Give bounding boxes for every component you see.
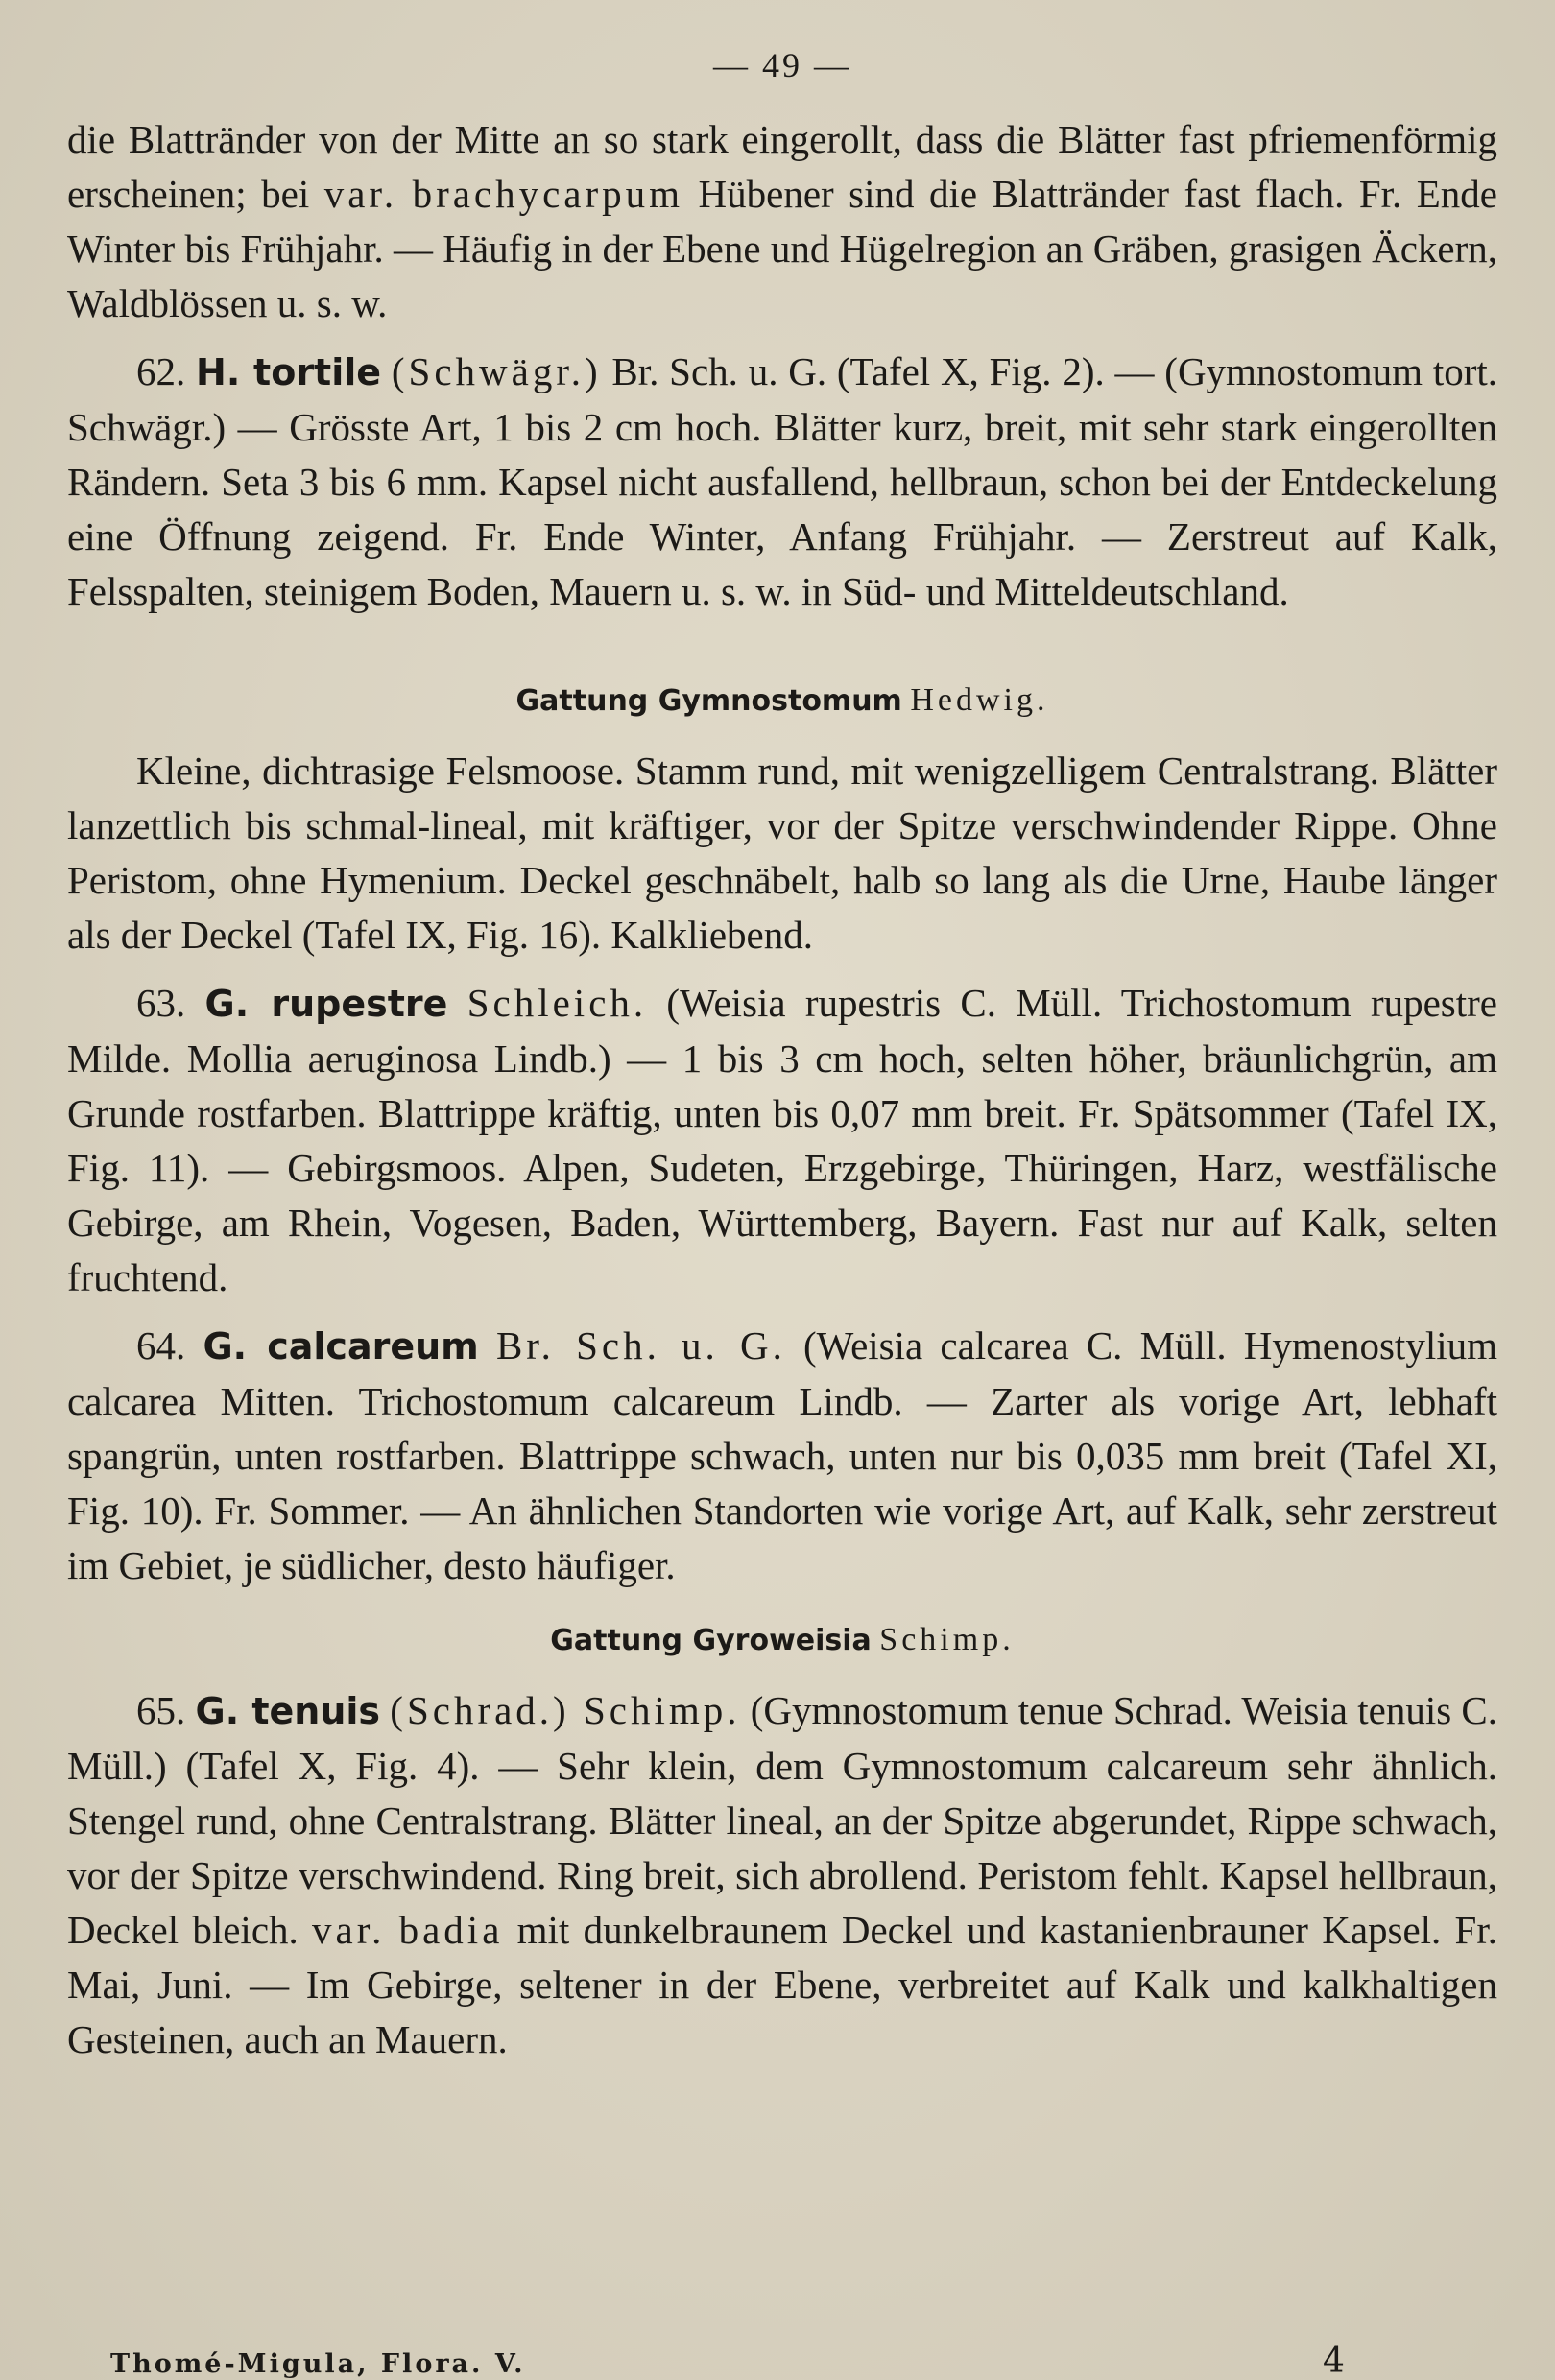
entry-number: 64. bbox=[136, 1323, 203, 1368]
genus-heading-gymnostomum bbox=[67, 673, 1497, 728]
author-name: (Schwägr.) bbox=[391, 349, 602, 393]
page-text bbox=[67, 38, 1497, 2067]
variety-label: var. bbox=[323, 172, 398, 216]
species-entry-64 bbox=[67, 1319, 1497, 1593]
species-name: G. calcareum bbox=[203, 1325, 479, 1368]
species-name: H. tortile bbox=[196, 351, 382, 393]
species-entry-63 bbox=[67, 976, 1497, 1305]
species-name: G. tenuis bbox=[195, 1690, 381, 1732]
author-name: Schleich. bbox=[466, 981, 648, 1025]
variety-label: var. bbox=[312, 1908, 386, 1952]
genus-label: Gattung Gymnostomum bbox=[515, 684, 902, 718]
footer-signature-mark: 4 bbox=[1323, 2342, 1345, 2380]
author-name: Br. Sch. u. G. bbox=[495, 1323, 786, 1368]
entry-text: (Weisia calcarea C. Müll. Hymenostylium calcarea Mitten. Trichostomum calcareum Lindb. — Zarter als vorige Art, lebhaft spangrün, unten rostfarben. Blattrippe schwach, unten nur bis 0,035 mm breit (Tafel XI, Fig. 10). Fr. Sommer. — An ähnlichen Standorten wie vorige Art, auf Kalk, sehr zerstreut im Gebiet, je südlicher, desto häufiger. bbox=[67, 1323, 1497, 1587]
page-number: — 49 — bbox=[713, 46, 851, 84]
author-name: (Schrad.) Schimp. bbox=[390, 1688, 741, 1732]
entry-text-1: (Gymnostomum tenue Schrad. Weisia tenuis C. Müll.) (Tafel X, Fig. 4). — Sehr klein, dem Gymnostomum calcareum sehr ähnlich. Stengel rund, ohne Centralstrang. Blätter lineal, an der Spitze abgerundet, Rippe schwach, vor der Spitze verschwindend. Ring breit, sich abrollend. Peristom fehlt. Kapsel hellbraun, Deckel bleich. bbox=[67, 1688, 1498, 1952]
species-name: G. rupestre bbox=[204, 983, 448, 1025]
genus-description: Kleine, dichtrasige Felsmoose. Stamm rund, mit wenigzelligem Centralstrang. Blätter lanzettlich bis schmal-lineal, mit kräftiger, vor der Spitze verschwindender Rippe. Ohne Peristom, ohne Hymenium. Deckel geschnäbelt, halb so lang als die Urne, Haube länger als der Deckel (Tafel IX, Fig. 16). Kalkliebend. bbox=[67, 749, 1497, 957]
entry-number: 65. bbox=[136, 1688, 196, 1732]
entry-text-2: mit dunkelbraunem Deckel und kastanienbrauner Kapsel. Fr. Mai, Juni. — Im Gebirge, seltener in der Ebene, verbreitet auf Kalk und kalkhaltigen Gesteinen, auch an Mauern. bbox=[67, 1908, 1497, 2061]
entry-text: Br. Sch. u. G. (Tafel X, Fig. 2). — (Gymnostomum tort. Schwägr.) — Grösste Art, 1 bis 2 cm hoch. Blätter kurz, breit, mit sehr stark eingerollten Rändern. Seta 3 bis 6 mm. Kapsel nicht ausfallend, hellbraun, schon bei der Entdeckelung eine Öffnung zeigend. Fr. Ende Winter, Anfang Frühjahr. — Zerstreut auf Kalk, Felsspalten, steinigem Boden, Mauern u. s. w. in Süd- und Mitteldeutschland. bbox=[67, 349, 1498, 613]
genus-label: Gattung Gyroweisia bbox=[550, 1624, 872, 1657]
genus-author: Hedwig. bbox=[910, 682, 1049, 718]
genus-heading-gyroweisia bbox=[67, 1612, 1497, 1668]
species-entry-62 bbox=[67, 345, 1497, 619]
entry-text: (Weisia rupestris C. Müll. Trichostomum rupestre Milde. Mollia aeruginosa Lindb.) — 1 bis 3 cm hoch, selten höher, bräunlichgrün, am Grunde rostfarben. Blattrippe kräftig, unten bis 0,07 mm breit. Fr. Spätsommer (Tafel IX, Fig. 11). — Gebirgsmoos. Alpen, Sudeten, Erzgebirge, Thüringen, Harz, westfälische Gebirge, am Rhein, Vogesen, Baden, Württemberg, Bayern. Fast nur auf Kalk, selten fruchtend. bbox=[67, 981, 1498, 1299]
variety-name: brachycarpum bbox=[412, 172, 684, 216]
entry-number: 63. bbox=[136, 981, 205, 1025]
species-entry-65 bbox=[67, 1683, 1497, 2067]
entry-number: 62. bbox=[136, 349, 197, 393]
footer-citation: Thomé-Migula, Flora. V. bbox=[110, 2349, 526, 2379]
intro-text-1: die Blattränder von der Mitte an so stark eingerollt, dass die Blätter fast pfriemenförmig erscheinen; bei bbox=[67, 117, 1497, 216]
genus-author: Schimp. bbox=[879, 1622, 1015, 1657]
intro-paragraph bbox=[67, 112, 1497, 331]
intro-text-2: Hübener sind die Blattränder fast flach. Fr. Ende Winter bis Frühjahr. — Häufig in der Ebene und Hügelregion an Gräben, grasigen Äckern, Waldblössen u. s. w. bbox=[67, 172, 1497, 325]
variety-name: badia bbox=[398, 1908, 504, 1952]
